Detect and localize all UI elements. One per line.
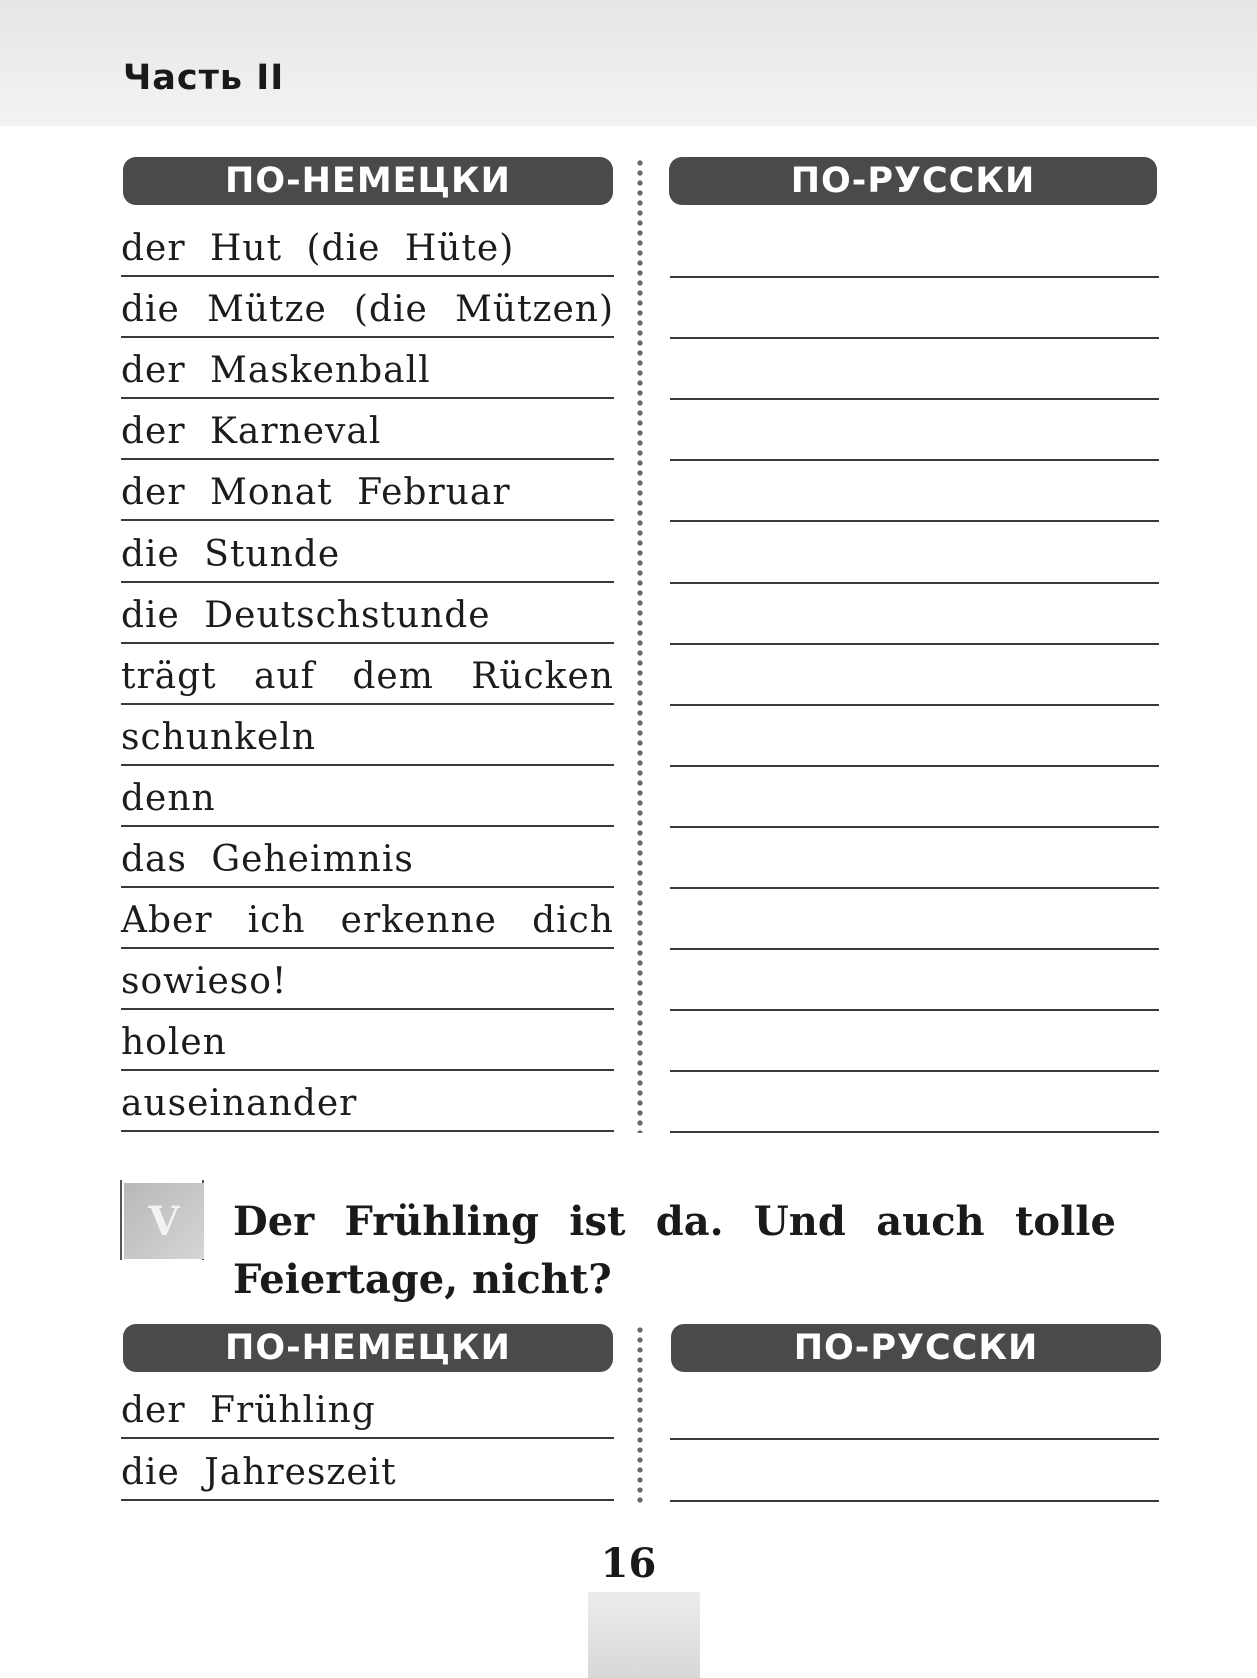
german-term: die Mütze (die Mützen) (121, 289, 614, 331)
table-row-german (121, 1376, 614, 1439)
german-term: der Monat Februar (121, 472, 511, 514)
german-term: der Maskenball (121, 350, 431, 392)
page-number: 16 (600, 1540, 657, 1587)
translation-blank-line[interactable] (670, 398, 1159, 461)
translation-blank-line[interactable] (670, 582, 1159, 645)
section-title-line-2: Feiertage, nicht? (233, 1256, 612, 1303)
part-label: Часть II (123, 58, 285, 98)
translation-blank-line[interactable] (670, 1070, 1159, 1133)
german-term: trägt auf dem Rücken (121, 655, 614, 697)
table-row-german (121, 214, 614, 277)
german-term: die Stunde (121, 533, 341, 575)
translation-blank-line[interactable] (670, 1377, 1159, 1440)
table-row-german (121, 947, 614, 1010)
german-term: das Geheimnis (121, 839, 414, 880)
german-term: der Hut (die Hüte) (121, 228, 515, 269)
translation-blank-line[interactable] (670, 459, 1159, 522)
german-term: die Deutschstunde (121, 594, 491, 636)
german-term: holen (121, 1022, 227, 1064)
table-row-german (121, 336, 614, 399)
translation-blank-line[interactable] (670, 215, 1159, 278)
translation-blank-line[interactable] (670, 1439, 1159, 1502)
column-divider (637, 158, 643, 1133)
section-badge: V (124, 1183, 204, 1259)
table-row-german (121, 825, 614, 888)
german-term: der Karneval (121, 411, 382, 453)
translation-blank-line[interactable] (670, 765, 1159, 828)
table-row-german (121, 703, 614, 766)
footer-tab (588, 1592, 700, 1678)
table-row-german (121, 1438, 614, 1501)
table-row-german (121, 275, 614, 338)
table-row-german (121, 1008, 614, 1071)
translation-blank-line[interactable] (670, 521, 1159, 584)
table-row-german (121, 1069, 614, 1132)
german-term: sowieso! (121, 961, 288, 1003)
table-row-german (121, 764, 614, 827)
column-header-russian: ПО-РУССКИ (669, 157, 1157, 205)
translation-blank-line[interactable] (670, 887, 1159, 950)
column-header-german: ПО-НЕМЕЦКИ (123, 1324, 613, 1372)
table-row-german (121, 520, 614, 583)
german-term: die Jahreszeit (121, 1451, 397, 1493)
german-term: der Frühling (121, 1390, 376, 1431)
translation-blank-line[interactable] (670, 704, 1159, 767)
german-term: auseinander (121, 1083, 358, 1125)
table-row-german (121, 886, 614, 949)
column-divider (637, 1325, 643, 1503)
translation-blank-line[interactable] (670, 948, 1159, 1011)
translation-blank-line[interactable] (670, 1009, 1159, 1072)
column-header-german: ПО-НЕМЕЦКИ (123, 157, 613, 205)
section-title-line-1: Der Frühling ist da. Und auch tolle (233, 1198, 1116, 1245)
table-row-german (121, 642, 614, 705)
german-term: Aber ich erkenne dich (121, 900, 614, 942)
table-row-german (121, 581, 614, 644)
translation-blank-line[interactable] (670, 643, 1159, 706)
section-title (233, 1193, 1116, 1309)
translation-blank-line[interactable] (670, 276, 1159, 339)
translation-blank-line[interactable] (670, 337, 1159, 400)
column-header-russian: ПО-РУССКИ (671, 1324, 1161, 1372)
table-row-german (121, 458, 614, 521)
table-row-german (121, 397, 614, 460)
german-term: schunkeln (121, 716, 317, 758)
german-term: denn (121, 777, 216, 819)
translation-blank-line[interactable] (670, 826, 1159, 889)
